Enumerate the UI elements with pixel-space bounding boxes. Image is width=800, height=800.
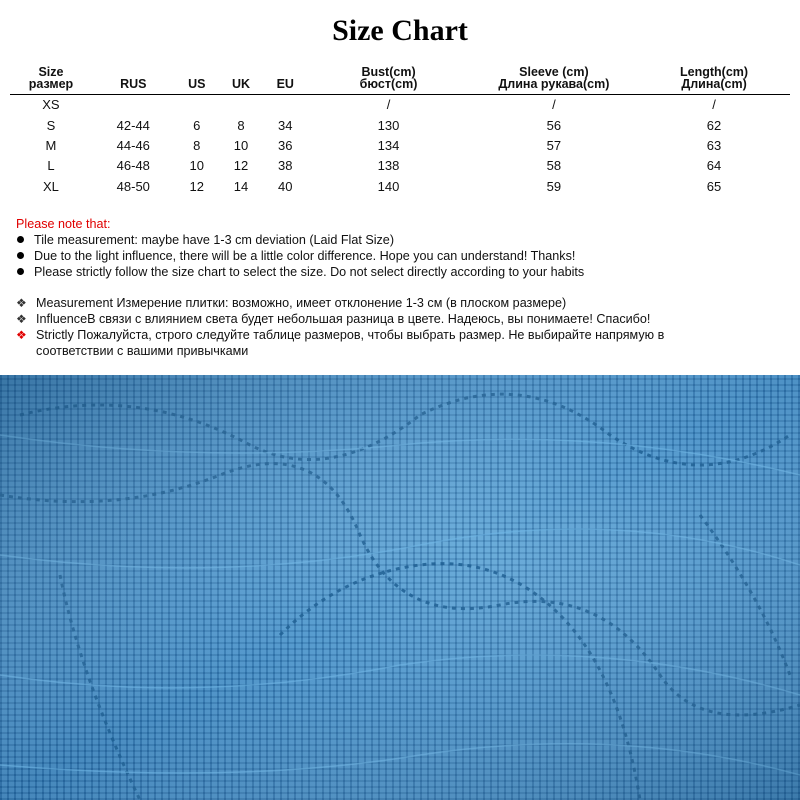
cell-eu: 34	[278, 117, 293, 133]
cell-length: 62	[706, 117, 722, 133]
cell-rus: 48-50	[116, 178, 150, 194]
cell-size: XL	[42, 178, 59, 194]
cell-rus: 46-48	[116, 158, 150, 174]
table-row	[10, 115, 790, 135]
header-us: US	[175, 66, 219, 95]
cell-bust: 140	[377, 178, 400, 194]
cell-us: 12	[189, 178, 204, 194]
diamond-bullet-icon: ❖	[16, 328, 27, 342]
header-eu: EU	[263, 66, 307, 95]
cell-bust: 130	[377, 117, 400, 133]
cell-length: /	[712, 97, 716, 113]
ru-notes-section	[16, 295, 706, 359]
header-size: Size размер	[10, 66, 92, 95]
cell-rus	[92, 95, 175, 116]
cell-rus: 44-46	[116, 137, 150, 153]
cell-sleeve: 59	[546, 178, 562, 194]
cell-uk	[219, 95, 263, 116]
cell-uk: 10	[233, 137, 249, 153]
cell-length: 64	[706, 158, 722, 174]
note-text: Please strictly follow the size chart to select the size. Do not select directly according to your habits	[34, 265, 585, 279]
ru-note-item	[16, 327, 706, 359]
cell-eu: 40	[278, 178, 293, 194]
note-item	[16, 264, 584, 280]
bullet-icon	[17, 252, 24, 259]
cell-length: 65	[706, 178, 722, 194]
table-row	[10, 156, 790, 176]
cell-rus: 42-44	[116, 117, 150, 133]
page-title: Size Chart	[332, 14, 468, 47]
cell-eu: 36	[278, 137, 293, 153]
header-bust: Bust(cm) бюст(cm)	[307, 66, 469, 95]
cell-bust: 138	[377, 158, 400, 174]
header-rus: RUS	[92, 66, 175, 95]
cell-us: 10	[189, 158, 204, 174]
table-header-row	[10, 66, 790, 95]
cell-sleeve: /	[552, 97, 556, 113]
cell-size: S	[46, 117, 56, 133]
ru-note-item	[16, 311, 706, 327]
diamond-bullet-icon: ❖	[16, 312, 27, 326]
notes-heading: Please note that:	[16, 217, 111, 231]
ru-note-text: Measurement Измерение плитки: возможно, имеет отклонение 1-3 см (в плоском размере)	[36, 296, 567, 310]
ru-note-text: InfluenceВ связи с влиянием света будет небольшая разница в цвете. Надеюсь, вы понимаете! Спасибо!	[36, 312, 651, 326]
table-row	[10, 177, 790, 197]
ru-note-text: Strictly Пожалуйста, строго следуйте таблице размеров, чтобы выбрать размер. Не выбирайте напрямую в соответствии с вашими привычками	[36, 328, 665, 358]
header-length: Length(cm) Длина(cm)	[638, 66, 790, 95]
cell-uk: 12	[233, 158, 249, 174]
note-text: Tile measurement: maybe have 1-3 cm deviation (Laid Flat Size)	[34, 233, 395, 247]
diamond-bullet-icon: ❖	[16, 296, 27, 310]
notes-section	[16, 216, 584, 280]
cell-size: XS	[42, 97, 60, 113]
cell-bust: /	[386, 97, 391, 113]
cell-us	[175, 95, 219, 116]
size-table	[10, 66, 790, 197]
cell-sleeve: 57	[546, 137, 562, 153]
note-item	[16, 232, 584, 248]
cell-sleeve: 56	[546, 117, 562, 133]
cell-sleeve: 58	[546, 158, 562, 174]
bullet-icon	[17, 268, 24, 275]
table-row	[10, 136, 790, 156]
cell-eu	[263, 95, 307, 116]
header-sleeve: Sleeve (cm) Длина рукава(cm)	[470, 66, 638, 95]
cell-uk: 8	[237, 117, 245, 133]
cell-uk: 14	[233, 178, 249, 194]
ru-note-item	[16, 295, 706, 311]
table-row	[10, 95, 790, 116]
cell-us: 6	[193, 117, 201, 133]
header-uk: UK	[219, 66, 263, 95]
cell-bust: 134	[377, 137, 400, 153]
cell-size: L	[47, 158, 55, 174]
note-text: Due to the light influence, there will be a little color difference. Hope you can understand! Thanks!	[34, 249, 576, 263]
knit-fabric-photo	[0, 375, 800, 800]
cell-size: M	[45, 137, 57, 153]
cell-us: 8	[193, 137, 201, 153]
knit-texture-icon	[0, 375, 800, 800]
bullet-icon	[17, 236, 24, 243]
cell-eu: 38	[278, 158, 293, 174]
cell-length: 63	[706, 137, 722, 153]
note-item	[16, 248, 584, 264]
